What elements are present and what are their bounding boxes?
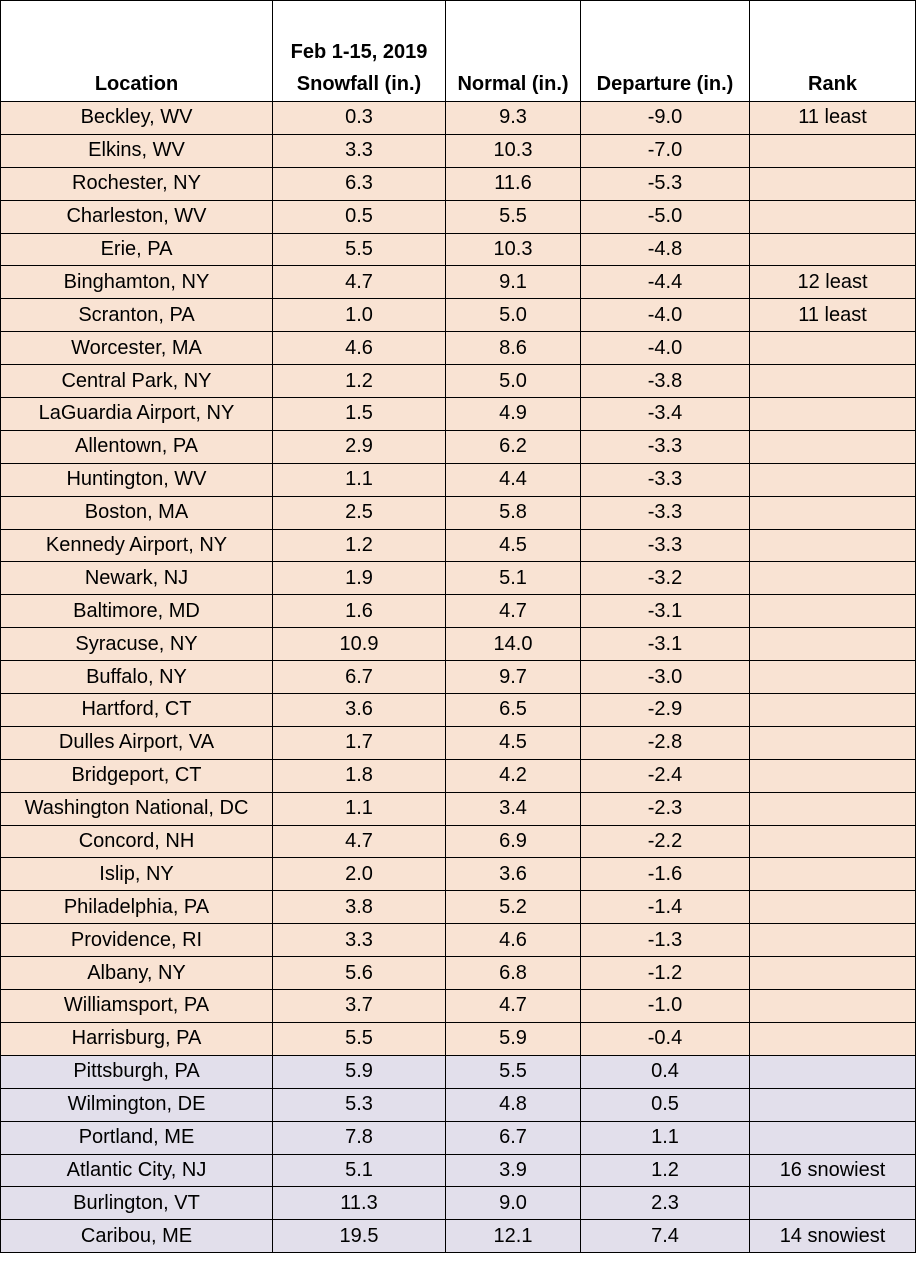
cell-departure: -3.1 [581,595,750,628]
cell-location: Syracuse, NY [1,628,273,661]
cell-normal: 5.9 [446,1022,581,1055]
cell-snowfall: 19.5 [273,1220,446,1253]
cell-normal: 4.7 [446,990,581,1023]
cell-location: Hartford, CT [1,694,273,727]
cell-rank [750,332,916,365]
cell-snowfall: 4.7 [273,825,446,858]
cell-normal: 4.9 [446,398,581,431]
cell-rank: 11 least [750,299,916,332]
cell-departure: -4.0 [581,332,750,365]
table-row [1,595,916,628]
cell-normal: 4.7 [446,595,581,628]
cell-location: Newark, NJ [1,562,273,595]
cell-normal: 5.0 [446,365,581,398]
table-row [1,1187,916,1220]
cell-rank [750,134,916,167]
header-rank: Rank [750,1,916,102]
cell-normal: 4.4 [446,463,581,496]
cell-snowfall: 1.5 [273,398,446,431]
cell-normal: 6.2 [446,430,581,463]
cell-snowfall: 3.3 [273,924,446,957]
cell-departure: -3.3 [581,463,750,496]
table-row [1,463,916,496]
cell-normal: 5.5 [446,1055,581,1088]
cell-departure: -4.4 [581,266,750,299]
cell-normal: 5.1 [446,562,581,595]
cell-normal: 4.2 [446,759,581,792]
cell-normal: 3.9 [446,1154,581,1187]
cell-location: Kennedy Airport, NY [1,529,273,562]
cell-departure: -3.3 [581,529,750,562]
cell-normal: 4.6 [446,924,581,957]
table-row [1,1022,916,1055]
table-row [1,233,916,266]
cell-snowfall: 2.0 [273,858,446,891]
cell-departure: -9.0 [581,102,750,135]
cell-location: Central Park, NY [1,365,273,398]
cell-location: Huntington, WV [1,463,273,496]
cell-departure: -2.2 [581,825,750,858]
cell-location: Binghamton, NY [1,266,273,299]
cell-snowfall: 3.3 [273,134,446,167]
cell-rank [750,595,916,628]
table-row [1,398,916,431]
cell-snowfall: 1.6 [273,595,446,628]
cell-snowfall: 3.6 [273,694,446,727]
cell-departure: -1.6 [581,858,750,891]
cell-rank [750,496,916,529]
cell-snowfall: 5.5 [273,1022,446,1055]
table-row [1,299,916,332]
cell-snowfall: 1.2 [273,529,446,562]
cell-rank [750,1121,916,1154]
table-row [1,266,916,299]
cell-departure: 0.4 [581,1055,750,1088]
table-row [1,858,916,891]
cell-rank [750,990,916,1023]
table-row [1,430,916,463]
table-row [1,628,916,661]
cell-location: Rochester, NY [1,167,273,200]
cell-location: Burlington, VT [1,1187,273,1220]
cell-rank [750,562,916,595]
cell-departure: -3.2 [581,562,750,595]
cell-location: Williamsport, PA [1,990,273,1023]
table-row [1,759,916,792]
cell-snowfall: 5.6 [273,957,446,990]
header-snowfall [273,1,446,102]
table-row [1,924,916,957]
table-row [1,792,916,825]
cell-departure: -1.2 [581,957,750,990]
cell-normal: 5.2 [446,891,581,924]
cell-departure: 7.4 [581,1220,750,1253]
cell-rank [750,661,916,694]
cell-location: Buffalo, NY [1,661,273,694]
cell-location: Scranton, PA [1,299,273,332]
cell-location: Philadelphia, PA [1,891,273,924]
cell-snowfall: 6.3 [273,167,446,200]
cell-location: Dulles Airport, VA [1,726,273,759]
cell-normal: 11.6 [446,167,581,200]
cell-departure: -3.3 [581,430,750,463]
cell-rank [750,792,916,825]
cell-snowfall: 1.9 [273,562,446,595]
table-row [1,167,916,200]
cell-departure: 2.3 [581,1187,750,1220]
cell-location: LaGuardia Airport, NY [1,398,273,431]
table-row [1,661,916,694]
table-row [1,134,916,167]
table-row [1,1088,916,1121]
cell-location: Wilmington, DE [1,1088,273,1121]
cell-snowfall: 4.6 [273,332,446,365]
cell-departure: -2.8 [581,726,750,759]
cell-departure: -3.4 [581,398,750,431]
table-row [1,1220,916,1253]
cell-normal: 6.8 [446,957,581,990]
table-row [1,496,916,529]
table-row [1,102,916,135]
cell-departure: 1.2 [581,1154,750,1187]
cell-rank [750,957,916,990]
cell-rank [750,1055,916,1088]
cell-departure: -2.3 [581,792,750,825]
table-row [1,562,916,595]
cell-snowfall: 5.1 [273,1154,446,1187]
cell-snowfall: 0.5 [273,200,446,233]
cell-departure: -2.9 [581,694,750,727]
header-departure: Departure (in.) [581,1,750,102]
table-row [1,726,916,759]
cell-location: Washington National, DC [1,792,273,825]
cell-location: Baltimore, MD [1,595,273,628]
header-normal: Normal (in.) [446,1,581,102]
cell-rank: 16 snowiest [750,1154,916,1187]
cell-snowfall: 3.8 [273,891,446,924]
cell-snowfall: 5.5 [273,233,446,266]
cell-location: Allentown, PA [1,430,273,463]
cell-normal: 6.5 [446,694,581,727]
cell-location: Islip, NY [1,858,273,891]
cell-rank [750,529,916,562]
cell-location: Providence, RI [1,924,273,957]
table-row [1,365,916,398]
cell-location: Boston, MA [1,496,273,529]
cell-location: Pittsburgh, PA [1,1055,273,1088]
cell-departure: -0.4 [581,1022,750,1055]
header-snowfall-line2: Snowfall (in.) [296,73,422,95]
cell-departure: -4.0 [581,299,750,332]
table-row [1,200,916,233]
cell-location: Caribou, ME [1,1220,273,1253]
cell-normal: 12.1 [446,1220,581,1253]
cell-location: Portland, ME [1,1121,273,1154]
cell-location: Albany, NY [1,957,273,990]
cell-departure: 0.5 [581,1088,750,1121]
table-row [1,694,916,727]
header-row [1,1,916,102]
cell-snowfall: 1.7 [273,726,446,759]
table-row [1,1154,916,1187]
cell-snowfall: 2.5 [273,496,446,529]
cell-rank [750,924,916,957]
table-row [1,990,916,1023]
cell-snowfall: 1.2 [273,365,446,398]
cell-snowfall: 7.8 [273,1121,446,1154]
cell-normal: 6.9 [446,825,581,858]
cell-rank [750,430,916,463]
cell-rank [750,200,916,233]
cell-rank: 14 snowiest [750,1220,916,1253]
cell-normal: 4.5 [446,726,581,759]
cell-location: Concord, NH [1,825,273,858]
cell-departure: -3.0 [581,661,750,694]
table-row [1,891,916,924]
cell-snowfall: 3.7 [273,990,446,1023]
cell-normal: 9.1 [446,266,581,299]
cell-snowfall: 1.8 [273,759,446,792]
cell-snowfall: 11.3 [273,1187,446,1220]
table-row [1,1055,916,1088]
table-row [1,332,916,365]
cell-normal: 5.0 [446,299,581,332]
cell-departure: -1.3 [581,924,750,957]
cell-snowfall: 1.1 [273,792,446,825]
cell-departure: -3.8 [581,365,750,398]
cell-location: Worcester, MA [1,332,273,365]
cell-location: Charleston, WV [1,200,273,233]
cell-rank [750,463,916,496]
cell-rank [750,1187,916,1220]
cell-departure: -2.4 [581,759,750,792]
cell-normal: 5.5 [446,200,581,233]
cell-normal: 9.7 [446,661,581,694]
cell-normal: 3.6 [446,858,581,891]
cell-normal: 14.0 [446,628,581,661]
cell-snowfall: 4.7 [273,266,446,299]
cell-departure: -1.0 [581,990,750,1023]
cell-snowfall: 6.7 [273,661,446,694]
header-location: Location [1,1,273,102]
cell-rank [750,825,916,858]
header-snowfall-line1: Feb 1-15, 2019 [290,41,428,63]
cell-rank [750,1022,916,1055]
cell-normal: 6.7 [446,1121,581,1154]
cell-departure: -3.3 [581,496,750,529]
cell-departure: -1.4 [581,891,750,924]
cell-rank [750,628,916,661]
cell-departure: -3.1 [581,628,750,661]
cell-normal: 10.3 [446,233,581,266]
cell-normal: 8.6 [446,332,581,365]
table-row [1,1121,916,1154]
table-row [1,529,916,562]
cell-departure: -5.0 [581,200,750,233]
table-body [1,102,916,1253]
cell-location: Atlantic City, NJ [1,1154,273,1187]
cell-rank [750,759,916,792]
cell-normal: 3.4 [446,792,581,825]
cell-rank [750,398,916,431]
table-row [1,957,916,990]
cell-snowfall: 5.3 [273,1088,446,1121]
cell-rank [750,726,916,759]
cell-rank [750,694,916,727]
cell-rank: 12 least [750,266,916,299]
cell-normal: 4.8 [446,1088,581,1121]
cell-rank [750,365,916,398]
cell-rank [750,233,916,266]
cell-rank: 11 least [750,102,916,135]
cell-departure: 1.1 [581,1121,750,1154]
cell-snowfall: 1.0 [273,299,446,332]
cell-normal: 4.5 [446,529,581,562]
cell-normal: 9.3 [446,102,581,135]
cell-rank [750,1088,916,1121]
cell-departure: -7.0 [581,134,750,167]
cell-normal: 9.0 [446,1187,581,1220]
cell-snowfall: 2.9 [273,430,446,463]
cell-rank [750,891,916,924]
table-row [1,825,916,858]
cell-location: Erie, PA [1,233,273,266]
cell-departure: -4.8 [581,233,750,266]
cell-rank [750,167,916,200]
cell-snowfall: 0.3 [273,102,446,135]
cell-location: Harrisburg, PA [1,1022,273,1055]
cell-rank [750,858,916,891]
cell-location: Beckley, WV [1,102,273,135]
cell-snowfall: 5.9 [273,1055,446,1088]
cell-departure: -5.3 [581,167,750,200]
cell-normal: 10.3 [446,134,581,167]
cell-location: Bridgeport, CT [1,759,273,792]
cell-snowfall: 1.1 [273,463,446,496]
cell-normal: 5.8 [446,496,581,529]
cell-snowfall: 10.9 [273,628,446,661]
cell-location: Elkins, WV [1,134,273,167]
